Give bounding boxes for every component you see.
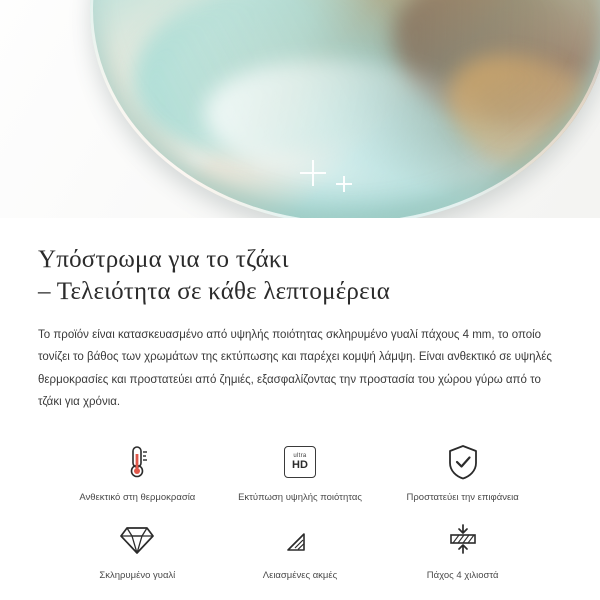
ultra-hd-icon	[284, 442, 316, 482]
feature-grid	[38, 436, 562, 587]
feature-label: Σκληρυμένο γυαλί	[99, 570, 176, 582]
feature-label: Ανθεκτικό στη θερμοκρασία	[79, 491, 196, 503]
content-section	[0, 218, 600, 586]
headline-line-2: – Τελειότητα σε κάθε λεπτομέρεια	[38, 278, 391, 305]
polished-edges-icon	[282, 520, 318, 560]
description-paragraph: Το προϊόν είναι κατασκευασμένο από υψηλής ποιότητας σκληρυμένο γυαλί πάχους 4 mm, το οποίο τονίζει το βάθος των χρωμάτων της εκτύπωσης και παρέχει κομψή λάμψη. Είναι ανθεκτικό σε υψηλές θερμοκρασίες και προστατεύει από ζημιές, εξασφαλίζοντας την προστασία του χώρου γύρω από το τζάκι για χρόνια.	[38, 329, 552, 409]
feature-item-polished-edges	[219, 514, 382, 586]
shield-check-icon	[446, 442, 480, 482]
feature-item-surface-protection	[381, 436, 544, 508]
headline-line-1: Υπόστρωμα για το τζάκι	[38, 246, 289, 273]
ultra-hd-badge-top: ultra	[293, 452, 307, 459]
feature-item-thickness	[381, 514, 544, 586]
diamond-icon	[119, 520, 155, 560]
ultra-hd-badge-main: HD	[292, 458, 308, 471]
feature-item-temperature	[56, 436, 219, 508]
feature-label: Εκτύπωση υψηλής ποιότητας	[238, 491, 362, 503]
feature-item-print-quality	[219, 436, 382, 508]
page-title	[38, 244, 562, 308]
feature-label: Προστατεύει την επιφάνεια	[406, 491, 519, 503]
hero-image	[0, 0, 600, 218]
feature-label: Πάχος 4 χιλιοστά	[426, 570, 499, 582]
feature-label: Λειασμένες ακμές	[262, 570, 338, 582]
feature-item-tempered-glass	[56, 514, 219, 586]
thickness-arrows-icon	[445, 520, 481, 560]
thermometer-icon	[120, 442, 154, 482]
